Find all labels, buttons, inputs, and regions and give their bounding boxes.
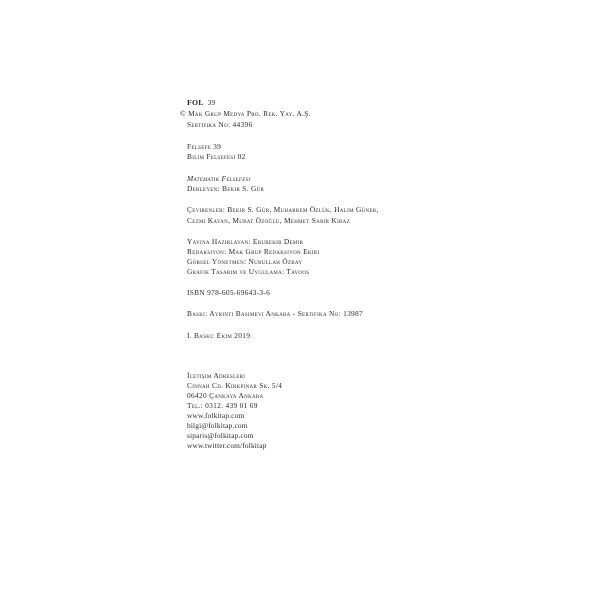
isbn-line: ISBN 978-605-69643-3-6 [187,288,271,297]
series-name: Felsefe 39 [187,142,222,151]
printing-line: Baskı: Ayrıntı Basımevi Ankara - Sertifika No: 13987 [187,309,364,318]
redaction-line: Redaksiyon: Mak Grup Redaksiyon Ekibi [187,247,320,256]
design-line: Grafik Tasarım ve Uygulama: Tavoos [187,267,310,276]
website-link[interactable]: www.folkitap.com [187,411,245,420]
publisher-logo [187,98,204,108]
translators-line-1: Çevirenler: Bekir S. Gür, Muharrem Özlük, Halim Güner, [187,205,379,214]
edition-line: I. Baskı: Ekim 2019 [187,331,251,340]
email-link-orders[interactable]: siparis@folkitap.com [187,431,254,440]
translators-line-2: Cezmi Kayan, Murat Özoğlu, Mehmet Sabır Kiraz [187,216,350,225]
publisher-logo-text: FOL [187,98,204,107]
editor-line: Derleyen: Bekir S. Gür [187,184,265,193]
address-line-2: 06420 Çankaya Ankara [187,391,264,400]
series-number-line [187,98,215,108]
email-link-info[interactable]: bilgi@folkitap.com [187,421,248,430]
phone-line: Tel.: 0312. 439 01 69 [187,401,258,410]
address-line-1: Cinnah Cd. Kırkpınar Sk. 5/4 [187,381,283,390]
certificate-line: Sertifika No: 44396 [187,120,253,129]
subseries-name: Bilim Felsefesi 02 [187,152,246,161]
preparer-line: Yayına Hazırlayan: Ebubekir Demir [187,237,304,246]
series-number: 39 [207,98,216,107]
book-title: Matematik Felsefesi [187,174,251,183]
copyright-line: © Mak Grup Medya Pro. Rek. Yay. A.Ş. [180,109,311,118]
contact-heading: İletişim Adresleri [187,371,246,380]
twitter-link[interactable]: www.twitter.com/folkitap [187,441,267,450]
visual-director-line: Görsel Yönetmen: Nurullah Özbay [187,257,303,266]
